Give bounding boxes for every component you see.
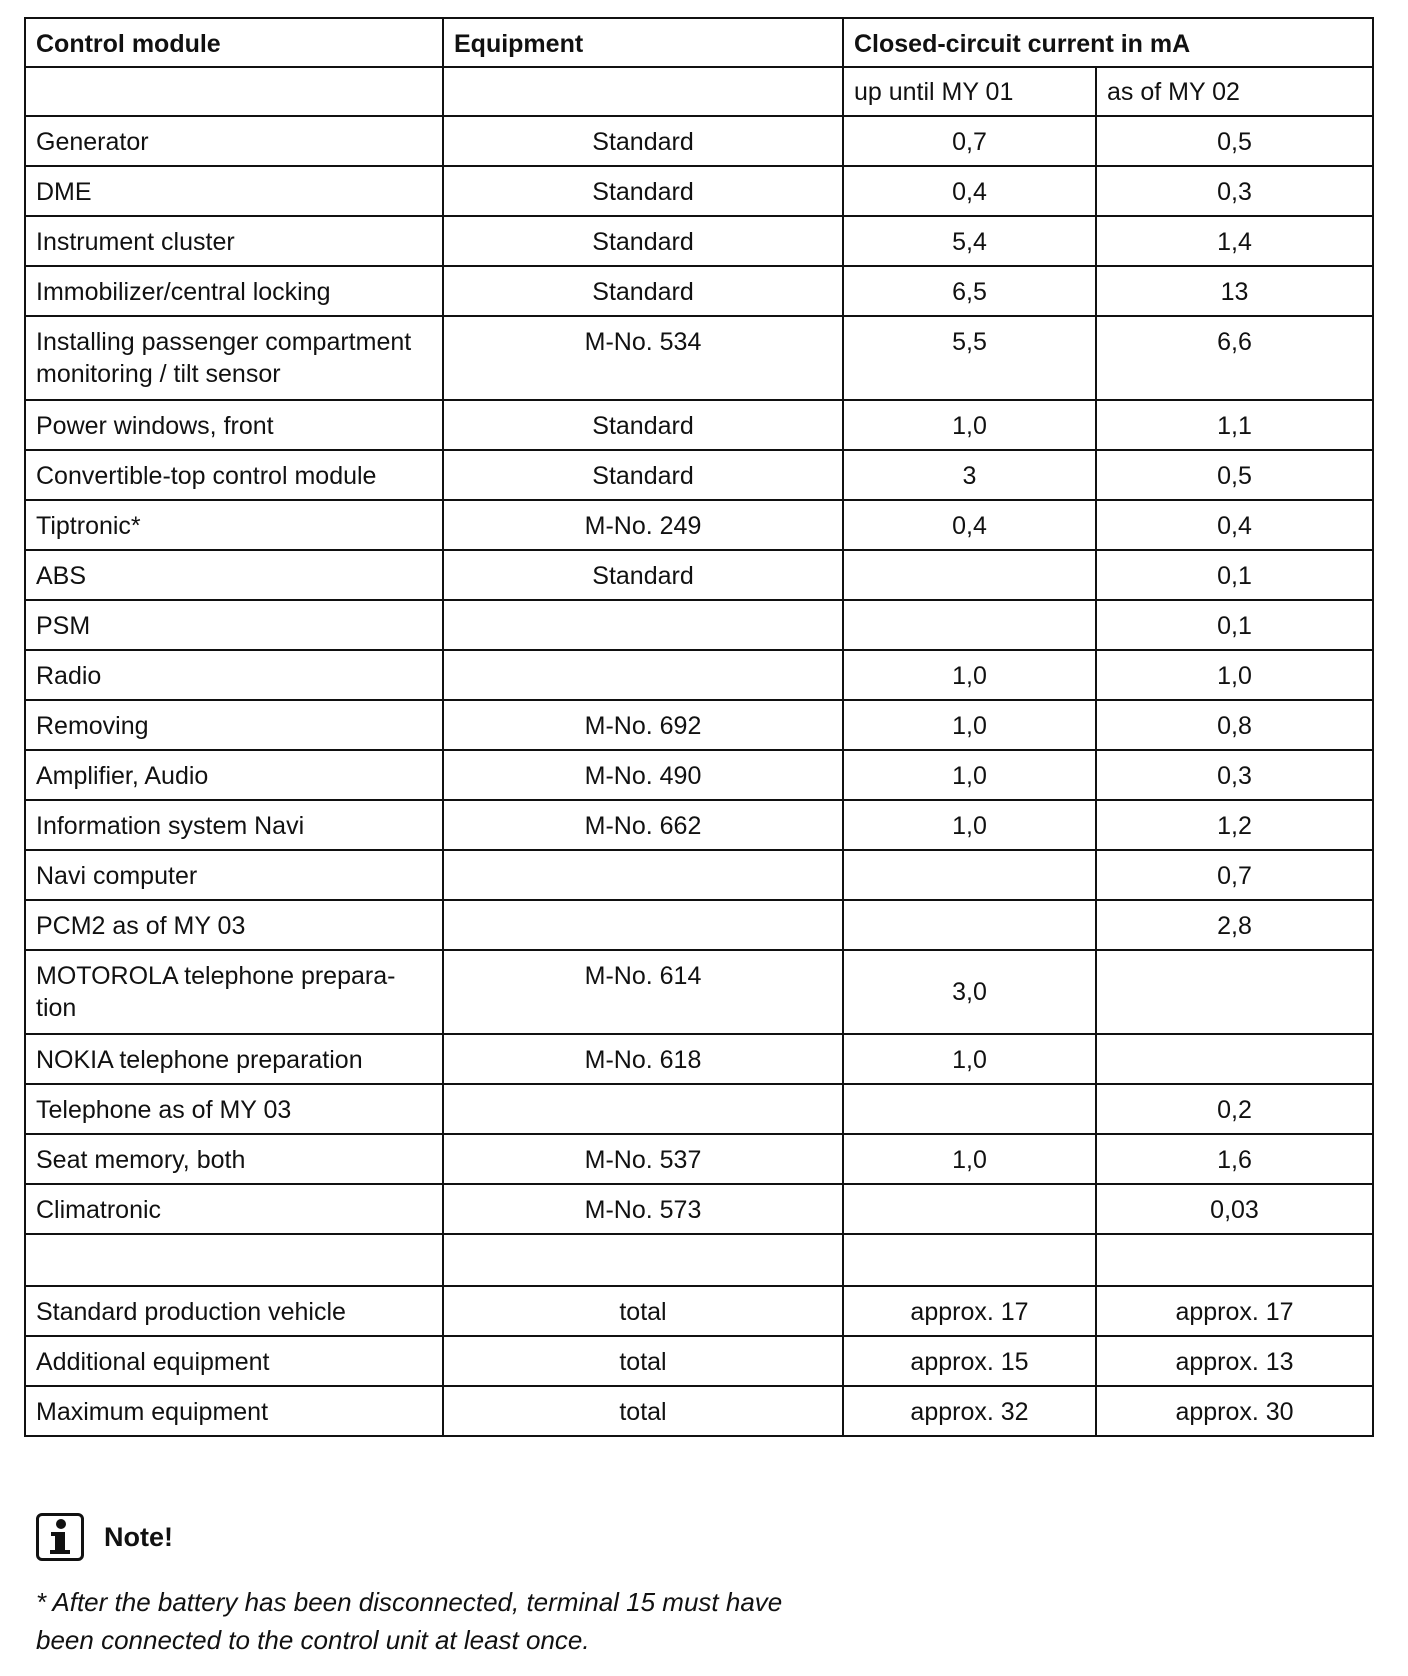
cell-as-of-my02: 0,7: [1096, 850, 1373, 900]
cell-up-until-my01: 1,0: [843, 650, 1096, 700]
table-row: [25, 450, 1373, 500]
cell-up-until-my01: 5,4: [843, 216, 1096, 266]
cell-control-module: PSM: [25, 600, 443, 650]
cell-equipment: M-No. 573: [443, 1184, 843, 1234]
note-text-line-1: * After the battery has been disconnected, terminal 15 must have: [36, 1587, 783, 1617]
table-row: [25, 1034, 1373, 1084]
cell-as-of-my02: 1,0: [1096, 650, 1373, 700]
cell-up-until-my01: [843, 600, 1096, 650]
cell-control-module: ABS: [25, 550, 443, 600]
header-row: [25, 18, 1373, 67]
cell-as-of-my02: approx. 30: [1096, 1386, 1373, 1436]
cell-equipment: Standard: [443, 266, 843, 316]
blank-cell: [25, 1234, 443, 1286]
cell-equipment: total: [443, 1336, 843, 1386]
subheader-as-of-my02: as of MY 02: [1096, 67, 1373, 116]
table-row: [25, 1084, 1373, 1134]
total-row: [25, 1286, 1373, 1336]
table-row: [25, 316, 1373, 400]
cell-equipment: Standard: [443, 450, 843, 500]
note-title: Note!: [104, 1521, 173, 1552]
cell-up-until-my01: 1,0: [843, 800, 1096, 850]
table-row: [25, 500, 1373, 550]
blank-separator-row: [25, 1234, 1373, 1286]
cell-equipment: Standard: [443, 166, 843, 216]
cell-as-of-my02: approx. 17: [1096, 1286, 1373, 1336]
cell-as-of-my02: 0,5: [1096, 450, 1373, 500]
table-row: [25, 216, 1373, 266]
cell-equipment: [443, 900, 843, 950]
table-row: [25, 116, 1373, 166]
cell-up-until-my01: [843, 850, 1096, 900]
blank-cell: [443, 1234, 843, 1286]
cell-control-module: Power windows, front: [25, 400, 443, 450]
cell-equipment: Standard: [443, 400, 843, 450]
cell-as-of-my02: 0,2: [1096, 1084, 1373, 1134]
cell-control-module: Instrument cluster: [25, 216, 443, 266]
cell-as-of-my02: 0,1: [1096, 550, 1373, 600]
cell-up-until-my01: 6,5: [843, 266, 1096, 316]
cell-as-of-my02: approx. 13: [1096, 1336, 1373, 1386]
cell-control-module: Immobilizer/central locking: [25, 266, 443, 316]
table-row: [25, 600, 1373, 650]
cell-up-until-my01: 0,4: [843, 166, 1096, 216]
cell-up-until-my01: [843, 1084, 1096, 1134]
cell-equipment: M-No. 614: [443, 950, 843, 1034]
header-closed-circuit-current: Closed-circuit current in mA: [843, 18, 1373, 67]
cell-equipment: [443, 1084, 843, 1134]
cell-equipment: [443, 850, 843, 900]
cell-as-of-my02: 0,5: [1096, 116, 1373, 166]
closed-circuit-current-table: [24, 17, 1374, 1437]
cell-control-module: PCM2 as of MY 03: [25, 900, 443, 950]
cell-control-module: Radio: [25, 650, 443, 700]
note-section: [36, 1513, 936, 1659]
cell-equipment: total: [443, 1386, 843, 1436]
cell-up-until-my01: 1,0: [843, 400, 1096, 450]
info-icon: [36, 1513, 84, 1561]
table-row: [25, 400, 1373, 450]
cell-up-until-my01: 1,0: [843, 750, 1096, 800]
blank-cell: [843, 1234, 1096, 1286]
subheader-until-my01: up until MY 01: [843, 67, 1096, 116]
cell-control-module: Seat memory, both: [25, 1134, 443, 1184]
header-equipment: Equipment: [443, 18, 843, 67]
cell-control-module: Information system Navi: [25, 800, 443, 850]
cell-as-of-my02: 1,6: [1096, 1134, 1373, 1184]
table-row: [25, 550, 1373, 600]
cell-equipment: Standard: [443, 550, 843, 600]
cell-control-module: Navi computer: [25, 850, 443, 900]
note-header: [36, 1513, 936, 1561]
cell-as-of-my02: 1,4: [1096, 216, 1373, 266]
cell-as-of-my02: 0,1: [1096, 600, 1373, 650]
cell-equipment: [443, 650, 843, 700]
cell-equipment: M-No. 662: [443, 800, 843, 850]
cell-equipment: M-No. 490: [443, 750, 843, 800]
cell-control-module: Convertible-top control module: [25, 450, 443, 500]
subheader-row: [25, 67, 1373, 116]
total-row: [25, 1336, 1373, 1386]
cell-equipment: M-No. 618: [443, 1034, 843, 1084]
cell-up-until-my01: [843, 550, 1096, 600]
cell-control-module: Maximum equipment: [25, 1386, 443, 1436]
cell-up-until-my01: 1,0: [843, 700, 1096, 750]
table-row: [25, 900, 1373, 950]
cell-as-of-my02: 13: [1096, 266, 1373, 316]
table-row: [25, 266, 1373, 316]
cell-up-until-my01: 1,0: [843, 1034, 1096, 1084]
cell-control-module: Installing passenger compartment monitoring / tilt sensor: [25, 316, 443, 400]
cell-control-module: Amplifier, Audio: [25, 750, 443, 800]
header-control-module: Control module: [25, 18, 443, 67]
note-text: [36, 1583, 936, 1659]
cell-up-until-my01: approx. 32: [843, 1386, 1096, 1436]
cell-up-until-my01: [843, 1184, 1096, 1234]
cell-control-module: MOTOROLA telephone prepara-tion: [25, 950, 443, 1034]
table-row: [25, 800, 1373, 850]
cell-as-of-my02: 0,4: [1096, 500, 1373, 550]
cell-equipment: Standard: [443, 216, 843, 266]
current-table-sheet: [24, 17, 1372, 1437]
cell-as-of-my02: 0,3: [1096, 166, 1373, 216]
cell-up-until-my01: approx. 17: [843, 1286, 1096, 1336]
cell-as-of-my02: [1096, 950, 1373, 1034]
cell-up-until-my01: 3: [843, 450, 1096, 500]
cell-equipment: M-No. 537: [443, 1134, 843, 1184]
cell-as-of-my02: 6,6: [1096, 316, 1373, 400]
cell-equipment: [443, 600, 843, 650]
cell-equipment: Standard: [443, 116, 843, 166]
cell-as-of-my02: 0,03: [1096, 1184, 1373, 1234]
cell-up-until-my01: 5,5: [843, 316, 1096, 400]
cell-control-module: NOKIA telephone preparation: [25, 1034, 443, 1084]
note-text-line-2: been connected to the control unit at least once.: [36, 1625, 590, 1655]
table-row: [25, 1184, 1373, 1234]
cell-up-until-my01: approx. 15: [843, 1336, 1096, 1386]
cell-control-module: Generator: [25, 116, 443, 166]
cell-equipment: M-No. 249: [443, 500, 843, 550]
cell-as-of-my02: 0,3: [1096, 750, 1373, 800]
table-row: [25, 950, 1373, 1034]
subheader-empty-2: [443, 67, 843, 116]
table-row: [25, 1134, 1373, 1184]
cell-control-module: Standard production vehicle: [25, 1286, 443, 1336]
cell-up-until-my01: 0,7: [843, 116, 1096, 166]
cell-up-until-my01: 1,0: [843, 1134, 1096, 1184]
total-row: [25, 1386, 1373, 1436]
cell-up-until-my01: 0,4: [843, 500, 1096, 550]
table-row: [25, 650, 1373, 700]
blank-cell: [1096, 1234, 1373, 1286]
table-row: [25, 750, 1373, 800]
cell-control-module: Climatronic: [25, 1184, 443, 1234]
cell-up-until-my01: [843, 900, 1096, 950]
cell-as-of-my02: 2,8: [1096, 900, 1373, 950]
cell-equipment: total: [443, 1286, 843, 1336]
cell-equipment: M-No. 692: [443, 700, 843, 750]
cell-control-module: DME: [25, 166, 443, 216]
table-row: [25, 166, 1373, 216]
cell-equipment: M-No. 534: [443, 316, 843, 400]
cell-control-module: Additional equipment: [25, 1336, 443, 1386]
cell-control-module: Telephone as of MY 03: [25, 1084, 443, 1134]
cell-as-of-my02: 0,8: [1096, 700, 1373, 750]
cell-control-module: Tiptronic*: [25, 500, 443, 550]
cell-as-of-my02: [1096, 1034, 1373, 1084]
cell-up-until-my01: 3,0: [843, 950, 1096, 1034]
cell-control-module: Removing: [25, 700, 443, 750]
cell-as-of-my02: 1,2: [1096, 800, 1373, 850]
table-row: [25, 850, 1373, 900]
table-row: [25, 700, 1373, 750]
subheader-empty-1: [25, 67, 443, 116]
cell-as-of-my02: 1,1: [1096, 400, 1373, 450]
